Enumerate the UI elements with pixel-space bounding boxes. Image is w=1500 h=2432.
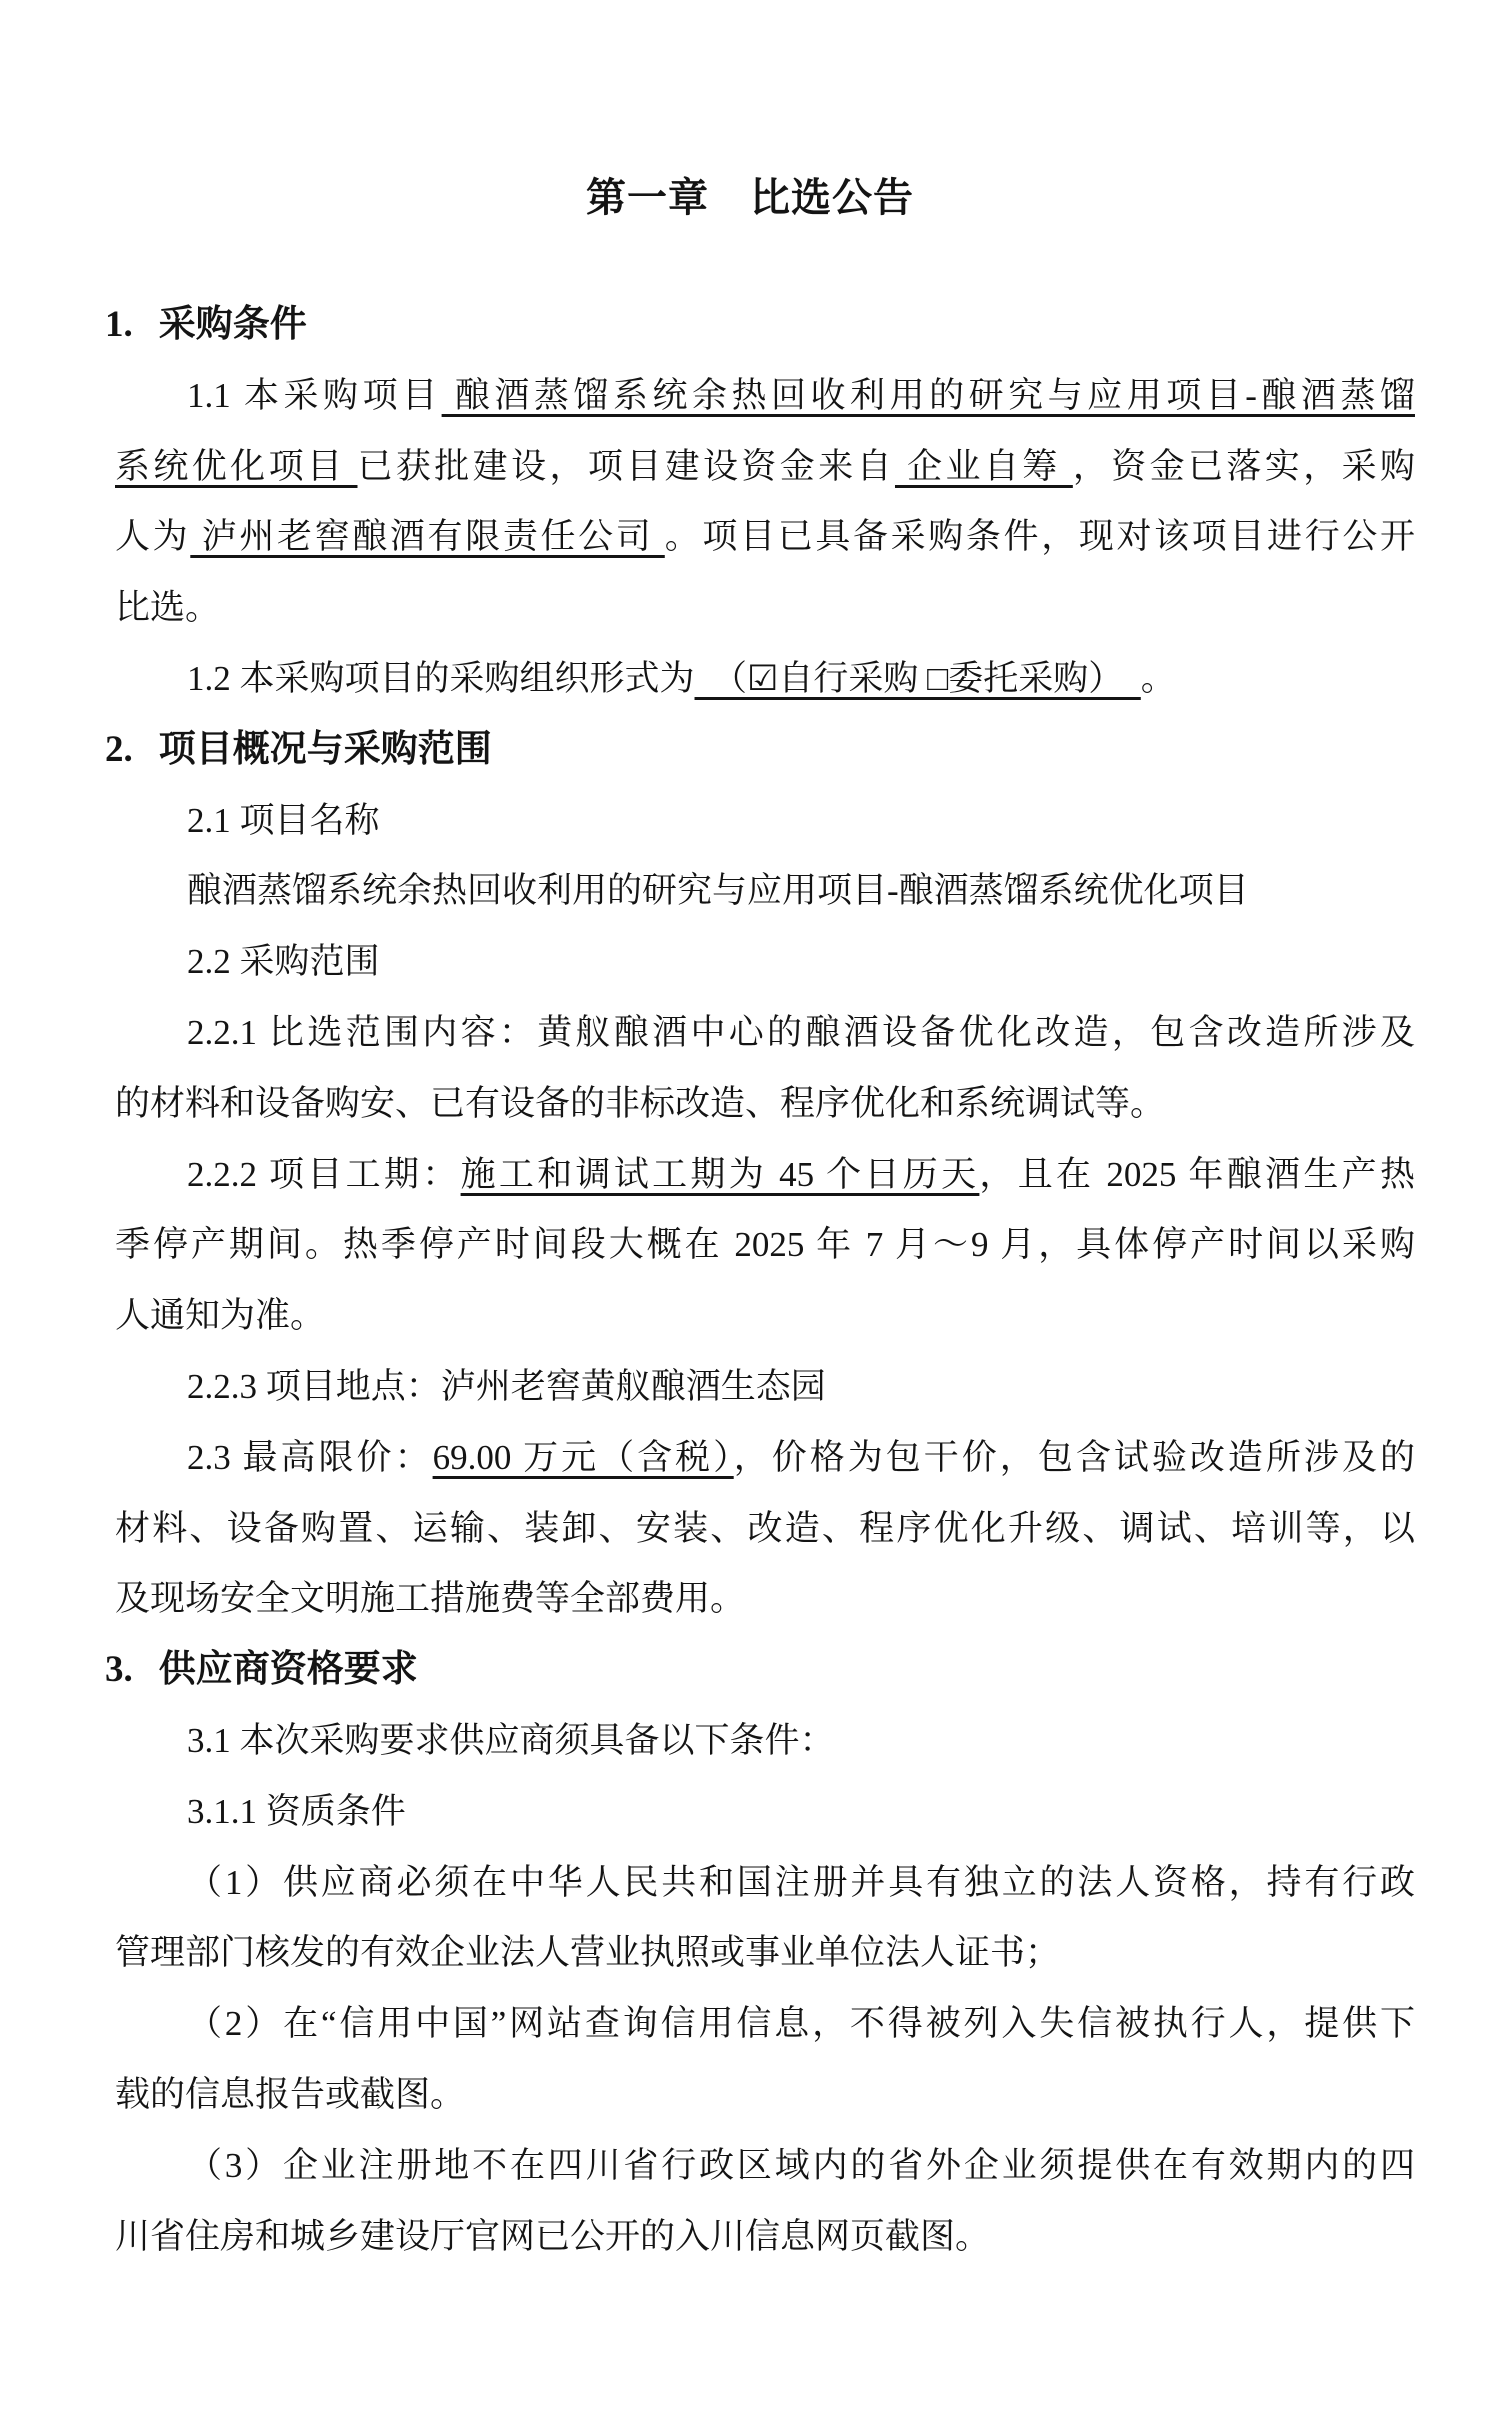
- text-line: [115, 1140, 1415, 1211]
- text-run: 酿酒蒸馏系统余热回收利用的研究与应用项目-酿酒蒸馏系统优化项目: [187, 871, 1249, 911]
- text-run: 人通知为准。: [115, 1296, 326, 1336]
- heading-number: 2.: [105, 728, 133, 770]
- underlined-text: （☑自行采购 □委托采购）: [694, 658, 1141, 698]
- text-line: [115, 998, 1415, 1069]
- underlined-text: 企业自筹: [894, 446, 1073, 486]
- text-run: 载的信息报告或截图。: [115, 2074, 466, 2114]
- text-run: 1.2 本采购项目的采购组织形式为: [187, 658, 695, 698]
- underlined-text: 酿酒蒸馏系统余热回收利用的研究与应用项目-酿酒蒸馏: [441, 375, 1415, 415]
- text-run: 季停产期间。热季停产时间段大概在 2025 年 7 月～9 月，具体停产时间以采购: [115, 1225, 1415, 1265]
- text-run: （3）企业注册地不在四川省行政区域内的省外企业须提供在有效期内的四: [187, 2145, 1415, 2185]
- heading-text: 供应商资格要求: [158, 1649, 418, 1691]
- text-line: [115, 432, 1415, 503]
- text-run: 2.3 最高限价：: [187, 1437, 433, 1477]
- text-line: [115, 644, 1415, 715]
- text-line: [115, 2060, 1415, 2131]
- section-heading: [105, 715, 1415, 786]
- text-run: 3.1.1 资质条件: [187, 1791, 406, 1831]
- text-run: 比选。: [115, 588, 221, 628]
- underlined-text: 施工和调试工期为 45 个日历天: [460, 1154, 980, 1194]
- text-run: （1）供应商必须在中华人民共和国注册并具有独立的法人资格，持有行政: [187, 1862, 1415, 1902]
- text-run: ，资金已落实，采购: [1072, 446, 1415, 486]
- section-heading: [105, 1635, 1415, 1706]
- text-line: [115, 1564, 1415, 1635]
- underlined-text: 系统优化项目: [115, 446, 358, 486]
- heading-text: 项目概况与采购范围: [158, 728, 492, 770]
- text-run: 的材料和设备购安、已有设备的非标改造、程序优化和系统调试等。: [115, 1083, 1166, 1123]
- text-run: 2.2.2 项目工期：: [187, 1154, 461, 1194]
- text-line: [115, 1352, 1415, 1423]
- text-line: [115, 927, 1415, 998]
- text-line: [115, 1423, 1415, 1494]
- text-line: [115, 1281, 1415, 1352]
- heading-number: 3.: [105, 1649, 133, 1691]
- text-line: [115, 573, 1415, 644]
- text-line: [115, 786, 1415, 857]
- text-run: 材料、设备购置、运输、装卸、安装、改造、程序优化升级、调试、培训等，以: [115, 1508, 1415, 1548]
- text-run: 3.1 本次采购要求供应商须具备以下条件：: [187, 1720, 835, 1760]
- text-run: ，价格为包干价，包含试验改造所涉及的: [733, 1437, 1415, 1477]
- text-run: 。项目已具备采购条件，现对该项目进行公开: [664, 517, 1415, 557]
- text-run: 及现场安全文明施工措施费等全部费用。: [115, 1579, 746, 1619]
- text-line: [115, 1210, 1415, 1281]
- text-line: [115, 1989, 1415, 2060]
- text-run: 1.1 本采购项目: [187, 375, 442, 415]
- section-heading: [105, 290, 1415, 361]
- text-run: （2）在“信用中国”网站查询信用信息，不得被列入失信被执行人，提供下: [187, 2004, 1415, 2044]
- text-line: [115, 1777, 1415, 1848]
- text-line: [115, 502, 1415, 573]
- text-run: 人为: [115, 517, 191, 557]
- text-run: ，且在 2025 年酿酒生产热: [979, 1154, 1415, 1194]
- text-run: 已获批建设，项目建设资金来自: [357, 446, 895, 486]
- heading-number: 1.: [105, 304, 133, 345]
- text-run: 2.2 采购范围: [187, 942, 380, 982]
- text-line: [115, 361, 1415, 432]
- text-line: [115, 1848, 1415, 1919]
- text-line: [115, 1706, 1415, 1777]
- text-line: [115, 2131, 1415, 2202]
- text-line: [115, 1069, 1415, 1140]
- text-run: 2.2.3 项目地点：泸州老窖黄舣酿酒生态园: [187, 1366, 826, 1406]
- underlined-text: 69.00 万元（含税）: [432, 1437, 734, 1477]
- document-body: [105, 290, 1415, 2272]
- text-line: [115, 2202, 1415, 2273]
- text-run: 。: [1140, 658, 1176, 698]
- text-run: 2.2.1 比选范围内容：黄舣酿酒中心的酿酒设备优化改造，包含改造所涉及: [187, 1012, 1415, 1052]
- text-line: [115, 1918, 1415, 1989]
- text-run: 2.1 项目名称: [187, 800, 380, 840]
- heading-text: 采购条件: [158, 304, 307, 345]
- text-run: 管理部门核发的有效企业法人营业执照或事业单位法人证书；: [115, 1933, 1061, 1973]
- text-line: [115, 856, 1415, 927]
- text-line: [115, 1494, 1415, 1565]
- chapter-title: 第一章 比选公告: [586, 175, 914, 220]
- text-run: 川省住房和城乡建设厅官网已公开的入川信息网页截图。: [115, 2216, 991, 2256]
- underlined-text: 泸州老窖酿酒有限责任公司: [190, 517, 665, 557]
